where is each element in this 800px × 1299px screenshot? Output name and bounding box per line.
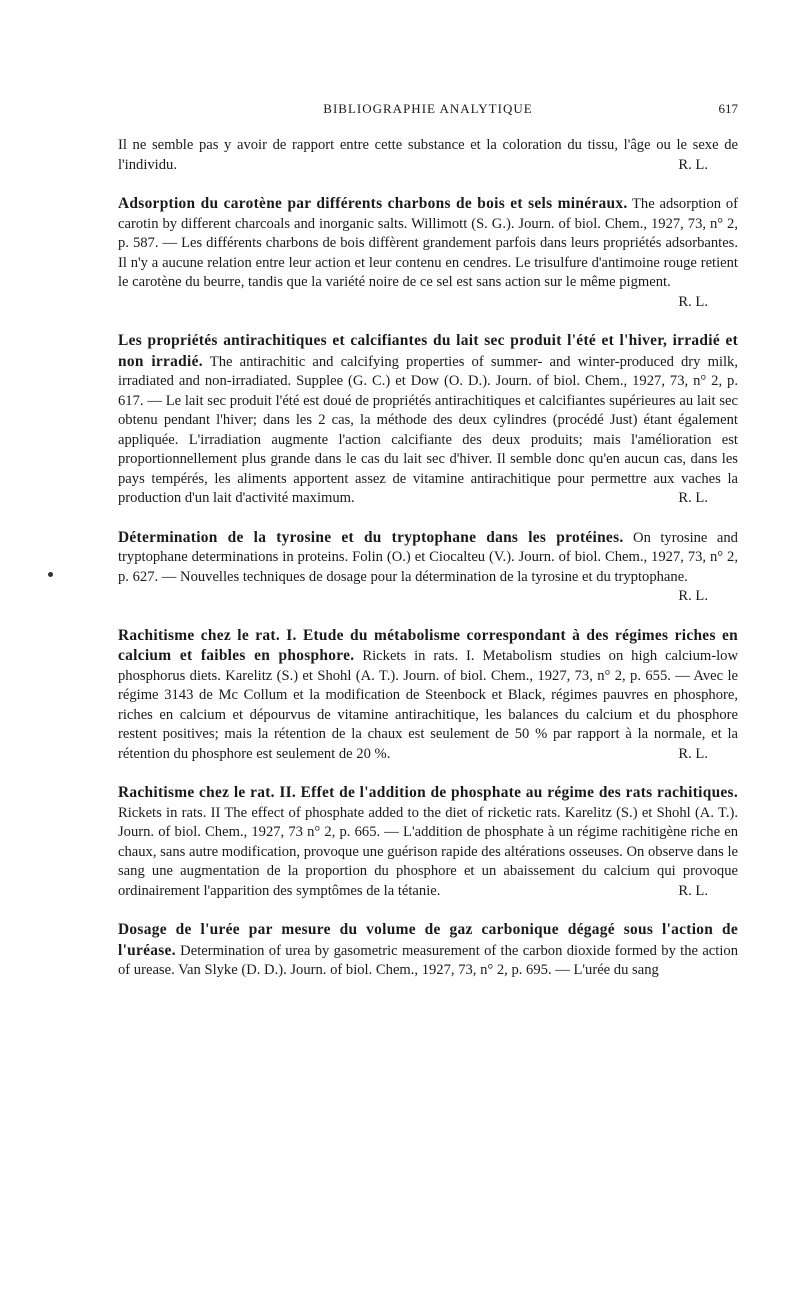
entry-text: On tyrosine and tryptophane determinations in proteins. Folin (O.) et Ciocalteu (V.). Journ. of biol. Chem., 1927, 73, n° 2, p. 627. — Nouvelles techniques de dosage pour la détermination de la tyrosine et du tryptophane. — [118, 529, 738, 585]
running-head — [118, 101, 738, 121]
entry-title: Rachitisme chez le rat. I. Etude du métabolisme correspondant à des régimes riches en calcium et faibles en phosphore. — [118, 626, 738, 664]
entry-title: Détermination de la tyrosine et du tryptophane dans les protéines. — [118, 528, 624, 546]
entry-signature: R. L. — [678, 882, 708, 899]
entry-text: Rickets in rats. II The effect of phosphate added to the diet of ricketic rats. Karelitz (S.) et Shohl (A. T.). Journ. of biol. Chem., 1927, 73 n° 2, p. 665. — L'addition de phosphate à un régime rachitigène riche en chaux, sans autre modification, provoque une guérison rapide des altérations osseuses. On observe dans le sang une augmentation de la proportion du phosphore et un abaissement du calcium qui provoque ordinairement l'apparition des symptômes de la tétanie. — [118, 804, 738, 899]
entry-signature: R. L. — [678, 490, 708, 506]
body-text — [118, 136, 738, 1000]
entry-text: Rickets in rats. I. Metabolism studies on high calcium-low phosphorus diets. Karelitz (S.) et Shohl (A. T.). Journ. of biol. Chem., 1927, 73, n° 2, p. 655. — Avec le régime 3143 de Mc Collum et la modification de Steenbock et Black, régimes pauvres en phosphore, riches en calcium et dépourvus de vitamine antirachitique, les balances du calcium et du phosphore restent positives; mais la rétention de la chaux est seulement de 50 % par rapport à la normale, et la rétention du phosphore est seulement de 20 %. — [118, 648, 739, 762]
entry-signature: R. L. — [678, 745, 708, 762]
intro-signature: R. L. — [678, 156, 708, 173]
intro-text: Il ne semble pas y avoir de rapport entre cette substance et la coloration du tissu, l'âge ou le sexe de l'individu. — [118, 137, 738, 173]
entry-text: The adsorption of carotin by different charcoals and inorganic salts. Willimott (S. G.). Journ. of biol. Chem., 1927, 73, n° 2, p. 587. — Les différents charbons de bois diffèrent grandement parfois dans leurs propriétés adsorbantes. Il n'y a aucune relation entre leur action et leur contenu en cendres. Le trisulfure d'antimoine rouge retient le carotène du beurre, tandis que la variété noire de ce sel est sans action sur le même pigment. — [118, 196, 739, 290]
entry-rickets-2 — [118, 783, 738, 901]
entry-title: Rachitisme chez le rat. II. Effet de l'addition de phosphate au régime des rats rachitiques. — [118, 784, 738, 801]
page-number: 617 — [718, 101, 738, 116]
entry-tyrosine — [118, 528, 738, 607]
entry-carotene — [118, 194, 738, 312]
running-title: BIBLIOGRAPHIE ANALYTIQUE — [323, 101, 533, 116]
intro-paragraph — [118, 136, 738, 175]
entry-signature: R. L. — [678, 588, 708, 604]
entry-urea — [118, 920, 738, 981]
entry-dry-milk — [118, 331, 738, 509]
entry-text: Determination of urea by gasometric measurement of the carbon dioxide formed by the action of urease. Van Slyke (D. D.). Journ. of biol. Chem., 1927, 73, n° 2, p. 695. — L'urée du sang — [118, 942, 738, 978]
entry-title: Dosage de l'urée par mesure du volume de gaz carbonique dégagé sous l'action de l'uréase. — [118, 921, 738, 959]
margin-dot — [48, 572, 53, 577]
entry-text: The antirachitic and calcifying properties of summer- and winter-produced dry milk, irradiated and non-irradiated. Supplee (G. C.) et Dow (O. D.). Journ. of biol. Chem., 1927, 73, n° 2, p. 617. — Le lait sec produit l'été est doué de propriétés antirachitiques et calcifiantes supérieures au lait sec obtenu pendant l'hiver; dans les 2 cas, la méthode des deux cylindres (procédé Just) étant également appliquée. L'irradiation augmente l'action calcifiante des deux produits; mais l'amélioration est proportionnellement plus grande dans le cas du lait sec d'hiver. Il semble donc qu'en aucun cas, dans les pays tempérés, les aliments apportent assez de vitamine antirachitique pour permettre aux vaches la production d'un lait d'activité maximum. — [118, 353, 738, 506]
entry-rickets-1 — [118, 626, 738, 765]
entry-signature: R. L. — [678, 293, 708, 310]
entry-title: Adsorption du carotène par différents charbons de bois et sels minéraux. — [118, 195, 628, 212]
entry-title: Les propriétés antirachitiques et calcifiantes du lait sec produit l'été et l'hiver, irradié et non irradié. — [118, 332, 738, 370]
